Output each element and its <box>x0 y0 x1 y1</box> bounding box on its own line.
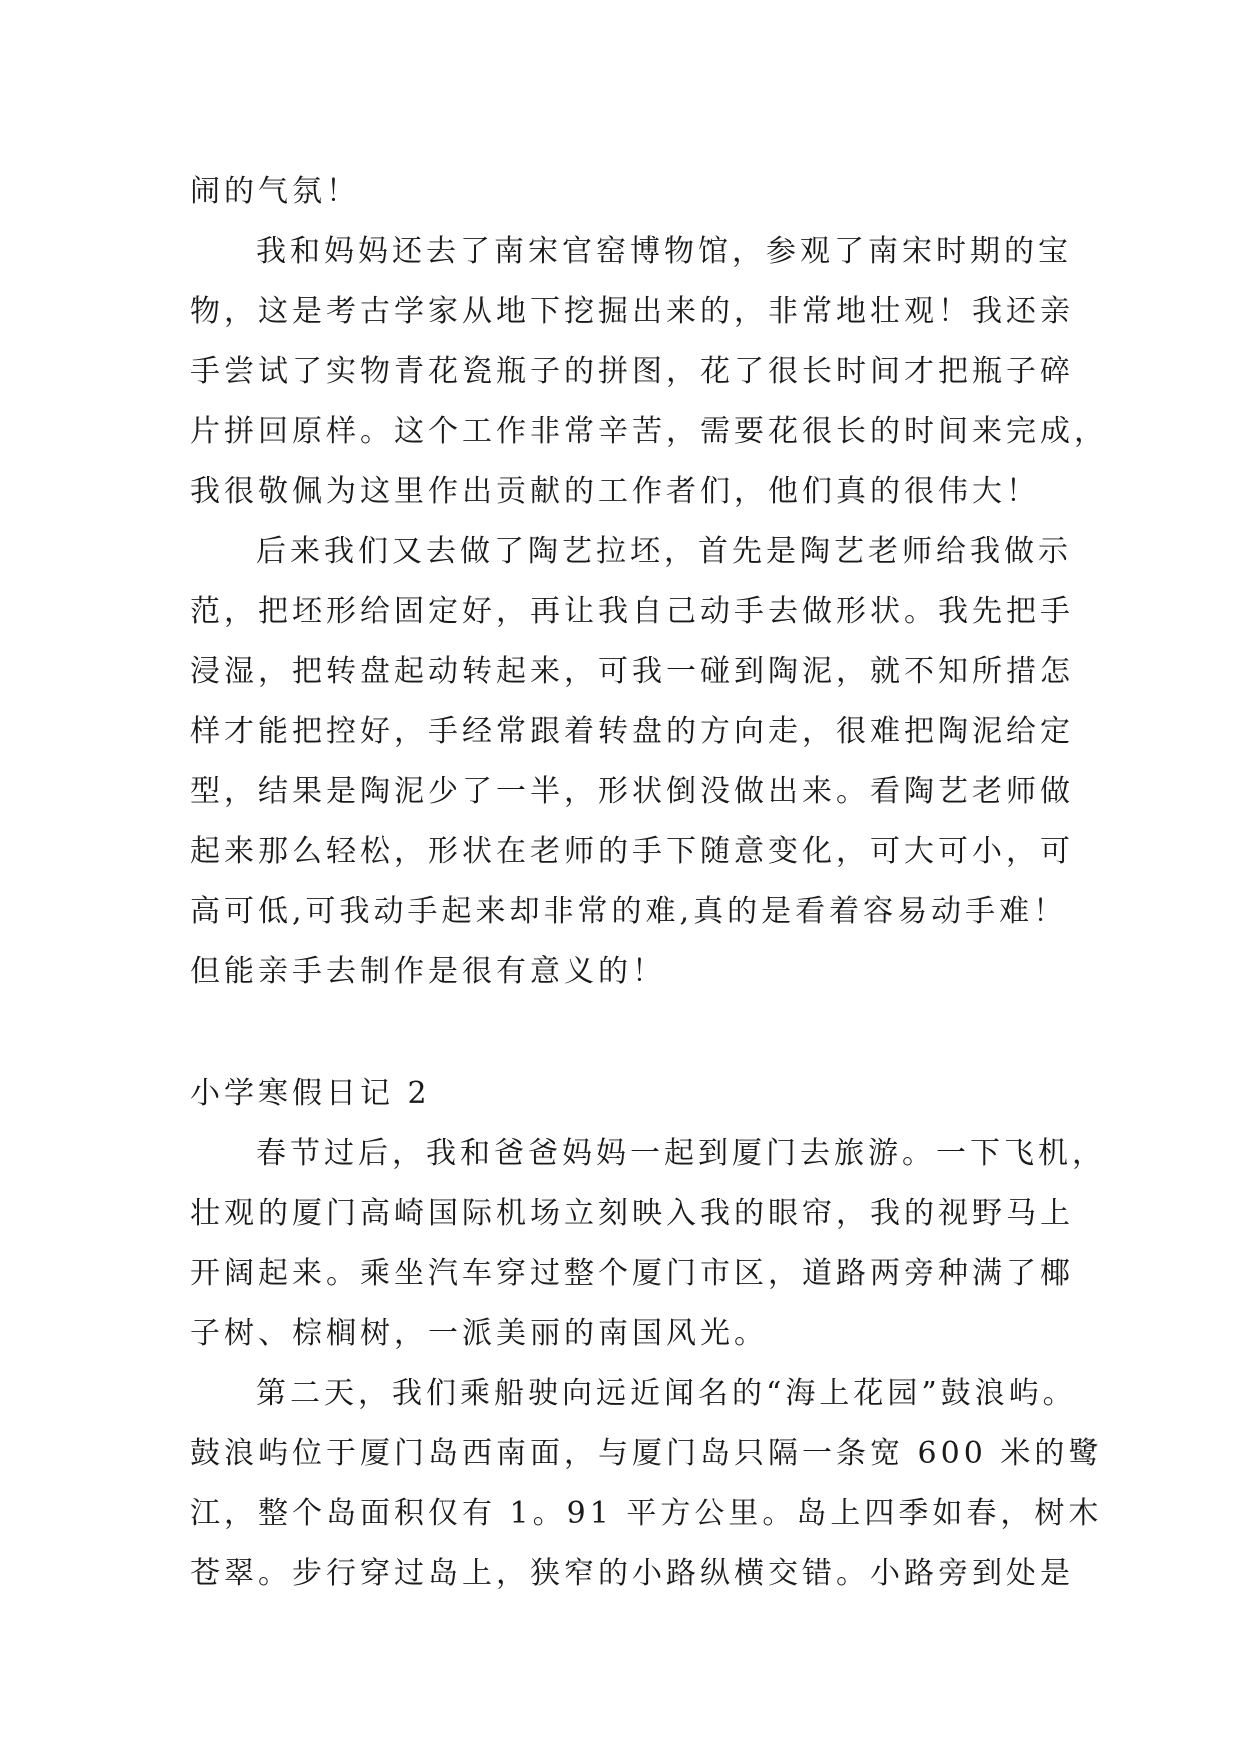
paragraph-line: 江，整个岛面积仅有 1。91 平方公里。岛上四季如春，树木 <box>190 1496 1103 1531</box>
paragraph-line: 浸湿，把转盘起动转起来，可我一碰到陶泥，就不知所措怎 <box>190 654 1074 689</box>
document-body <box>190 162 1108 1604</box>
section-heading: 小学寒假日记 2 <box>190 1076 431 1111</box>
paragraph-line: 高可低,可我动手起来却非常的难,真的是看着容易动手难！ <box>190 894 1068 929</box>
paragraph-line: 后来我们又去做了陶艺拉坯，首先是陶艺老师给我做示 <box>256 534 1072 569</box>
paragraph-line: 样才能把控好，手经常跟着转盘的方向走，很难把陶泥给定 <box>190 714 1074 749</box>
paragraph-line: 范，把坯形给固定好，再让我自己动手去做形状。我先把手 <box>190 594 1074 629</box>
paragraph-line: 型，结果是陶泥少了一半，形状倒没做出来。看陶艺老师做 <box>190 774 1074 809</box>
paragraph-line: 第二天，我们乘船驶向远近闻名的“海上花园”鼓浪屿。 <box>256 1376 1077 1411</box>
paragraph-line: 闹的气氛！ <box>190 174 360 209</box>
paragraph-line: 开阔起来。乘坐汽车穿过整个厦门市区，道路两旁种满了椰 <box>190 1256 1074 1291</box>
paragraph-line: 春节过后，我和爸爸妈妈一起到厦门去旅游。一下飞机， <box>256 1136 1106 1171</box>
paragraph-line: 片拼回原样。这个工作非常辛苦，需要花很长的时间来完成， <box>190 414 1108 449</box>
paragraph-line: 子树、棕榈树，一派美丽的南国风光。 <box>190 1316 768 1351</box>
paragraph-line: 物，这是考古学家从地下挖掘出来的，非常地壮观！我还亲 <box>190 294 1074 329</box>
section-spacer <box>190 1002 1052 1064</box>
paragraph-line: 手尝试了实物青花瓷瓶子的拼图，花了很长时间才把瓶子碎 <box>190 354 1074 389</box>
paragraph-line: 鼓浪屿位于厦门岛西南面，与厦门岛只隔一条宽 600 米的鹭 <box>190 1436 1103 1471</box>
paragraph-line: 苍翠。步行穿过岛上，狭窄的小路纵横交错。小路旁到处是 <box>190 1556 1074 1591</box>
paragraph-line: 但能亲手去制作是很有意义的！ <box>190 954 666 989</box>
paragraph-line: 壮观的厦门高崎国际机场立刻映入我的眼帘，我的视野马上 <box>190 1196 1074 1231</box>
paragraph-line: 我很敬佩为这里作出贡献的工作者们，他们真的很伟大！ <box>190 474 1040 509</box>
paragraph-line: 起来那么轻松，形状在老师的手下随意变化，可大可小，可 <box>190 834 1074 869</box>
paragraph-line: 我和妈妈还去了南宋官窑博物馆，参观了南宋时期的宝 <box>256 234 1072 269</box>
